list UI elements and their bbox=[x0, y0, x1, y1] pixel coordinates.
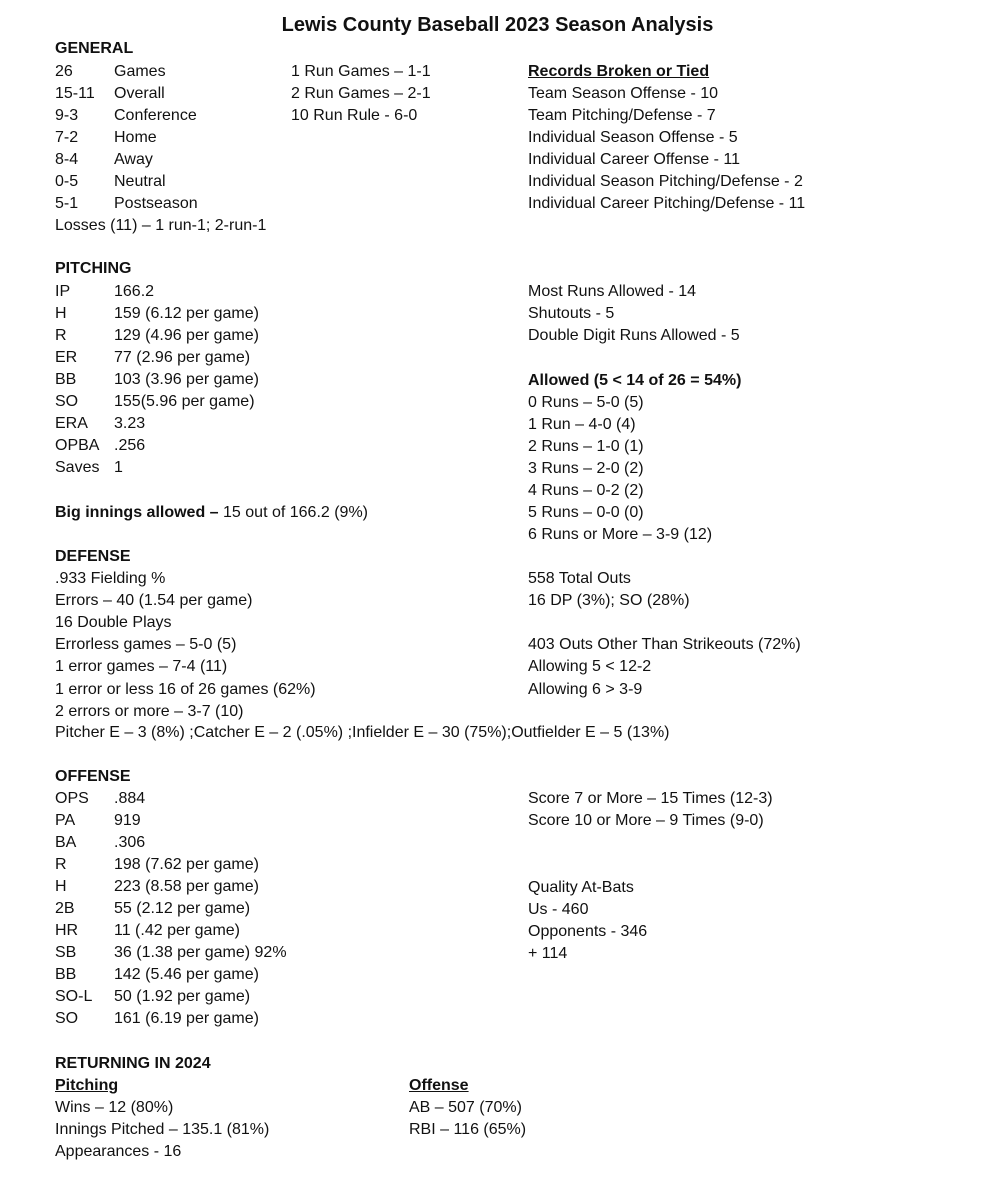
offense-stat-label: SO bbox=[55, 1010, 79, 1027]
close-game-item: 10 Run Rule - 6-0 bbox=[291, 107, 418, 124]
returning-pitching-item: Innings Pitched – 135.1 (81%) bbox=[55, 1121, 270, 1138]
outs-item: 403 Outs Other Than Strikeouts (72%) bbox=[528, 636, 801, 653]
defense-stat: 1 error games – 7-4 (11) bbox=[55, 658, 228, 675]
offense-stat-label: PA bbox=[55, 812, 76, 829]
pitching-stat-label: ER bbox=[55, 349, 78, 366]
pitching-summary-item: Double Digit Runs Allowed - 5 bbox=[528, 327, 740, 344]
general-stat-value: Conference bbox=[114, 107, 197, 124]
defense-stat: 16 Double Plays bbox=[55, 614, 172, 631]
offense-stat-label: HR bbox=[55, 922, 79, 939]
outs-item: 16 DP (3%); SO (28%) bbox=[528, 592, 690, 609]
outs-item: Allowing 6 > 3-9 bbox=[528, 681, 643, 698]
pitching-stat-label: BB bbox=[55, 371, 77, 388]
offense-stat-label: 2B bbox=[55, 900, 75, 917]
general-stat-value: Postseason bbox=[114, 195, 198, 212]
qab-item: Us - 460 bbox=[528, 901, 589, 918]
returning-offense-item: RBI – 116 (65%) bbox=[409, 1121, 527, 1138]
general-stat-label: 5-1 bbox=[55, 195, 79, 212]
returning-pitching-item: Appearances - 16 bbox=[55, 1143, 182, 1160]
record-item: Individual Career Offense - 11 bbox=[528, 151, 740, 168]
pitching-stat-value: 155(5.96 per game) bbox=[114, 393, 255, 410]
qab-item: Quality At-Bats bbox=[528, 879, 634, 896]
pitching-stat-value: 3.23 bbox=[114, 415, 146, 432]
pitching-stat-value: 103 (3.96 per game) bbox=[114, 371, 259, 388]
offense-stat-value: .884 bbox=[114, 790, 146, 807]
runs-allowed-item: 0 Runs – 5-0 (5) bbox=[528, 394, 644, 411]
offense-stat-label: BB bbox=[55, 966, 77, 983]
record-item: Individual Career Pitching/Defense - 11 bbox=[528, 195, 806, 212]
defense-stat: .933 Fielding % bbox=[55, 570, 166, 587]
big-innings-value: 15 out of 166.2 (9%) bbox=[218, 504, 369, 521]
offense-stat-label: SO-L bbox=[55, 988, 93, 1005]
general-stat-label: 0-5 bbox=[55, 173, 79, 190]
record-item: Individual Season Offense - 5 bbox=[528, 129, 738, 146]
offense-stat-value: 161 (6.19 per game) bbox=[114, 1010, 259, 1027]
pitching-stat-value: 77 (2.96 per game) bbox=[114, 349, 251, 366]
general-stat-label: 9-3 bbox=[55, 107, 79, 124]
defense-stat: 1 error or less 16 of 26 games (62%) bbox=[55, 681, 316, 698]
pitching-summary-item: Shutouts - 5 bbox=[528, 305, 615, 322]
general-stat-value: Away bbox=[114, 151, 153, 168]
offense-stat-value: 50 (1.92 per game) bbox=[114, 988, 251, 1005]
defense-stat: Errors – 40 (1.54 per game) bbox=[55, 592, 253, 609]
pitching-stat-label: ERA bbox=[55, 415, 88, 432]
pitching-stat-value: .256 bbox=[114, 437, 146, 454]
returning-pitching-heading: Pitching bbox=[55, 1077, 119, 1094]
offense-stat-label: BA bbox=[55, 834, 77, 851]
pitching-stat-value: 166.2 bbox=[114, 283, 155, 300]
runs-allowed-item: 5 Runs – 0-0 (0) bbox=[528, 504, 644, 521]
pitching-stat-label: IP bbox=[55, 283, 71, 300]
general-stat-label: 7-2 bbox=[55, 129, 79, 146]
records-heading: Records Broken or Tied bbox=[528, 63, 710, 80]
big-innings-label: Big innings allowed – bbox=[55, 504, 219, 521]
runs-allowed-item: 1 Run – 4-0 (4) bbox=[528, 416, 636, 433]
offense-stat-value: 36 (1.38 per game) 92% bbox=[114, 944, 287, 961]
returning-heading: RETURNING IN 2024 bbox=[55, 1055, 211, 1072]
offense-stat-value: 55 (2.12 per game) bbox=[114, 900, 251, 917]
scoring-item: Score 10 or More – 9 Times (9-0) bbox=[528, 812, 764, 829]
defense-heading: DEFENSE bbox=[55, 548, 131, 565]
general-heading: GENERAL bbox=[55, 40, 134, 57]
runs-allowed-item: 2 Runs – 1-0 (1) bbox=[528, 438, 644, 455]
offense-stat-value: 11 (.42 per game) bbox=[114, 922, 240, 939]
pitching-stat-label: R bbox=[55, 327, 67, 344]
offense-stat-value: 142 (5.46 per game) bbox=[114, 966, 259, 983]
page-title: Lewis County Baseball 2023 Season Analysis bbox=[281, 14, 714, 36]
errors-by-position: Pitcher E – 3 (8%) ;Catcher E – 2 (.05%) ;Infielder E – 30 (75%);Outfielder E – 5 (13%) bbox=[55, 724, 670, 741]
offense-stat-value: .306 bbox=[114, 834, 146, 851]
returning-pitching-item: Wins – 12 (80%) bbox=[55, 1099, 174, 1116]
offense-stat-value: 198 (7.62 per game) bbox=[114, 856, 259, 873]
close-game-item: 2 Run Games – 2-1 bbox=[291, 85, 431, 102]
record-item: Team Pitching/Defense - 7 bbox=[528, 107, 716, 124]
outs-item: 558 Total Outs bbox=[528, 570, 631, 587]
pitching-stat-value: 1 bbox=[114, 459, 123, 476]
returning-offense-heading: Offense bbox=[409, 1077, 469, 1094]
pitching-stat-value: 159 (6.12 per game) bbox=[114, 305, 259, 322]
pitching-summary-item: Most Runs Allowed - 14 bbox=[528, 283, 697, 300]
pitching-stat-label: Saves bbox=[55, 459, 100, 476]
close-game-item: 1 Run Games – 1-1 bbox=[291, 63, 431, 80]
general-stat-label: 26 bbox=[55, 63, 73, 80]
offense-stat-label: SB bbox=[55, 944, 77, 961]
record-item: Individual Season Pitching/Defense - 2 bbox=[528, 173, 803, 190]
pitching-stat-label: OPBA bbox=[55, 437, 100, 454]
general-stat-value: Neutral bbox=[114, 173, 166, 190]
pitching-stat-value: 129 (4.96 per game) bbox=[114, 327, 259, 344]
returning-offense-item: AB – 507 (70%) bbox=[409, 1099, 522, 1116]
offense-stat-label: R bbox=[55, 856, 67, 873]
general-stat-label: 8-4 bbox=[55, 151, 79, 168]
general-stat-value: Overall bbox=[114, 85, 165, 102]
offense-stat-value: 223 (8.58 per game) bbox=[114, 878, 259, 895]
general-stat-value: Games bbox=[114, 63, 166, 80]
outs-item: Allowing 5 < 12-2 bbox=[528, 658, 652, 675]
qab-item: + 114 bbox=[528, 945, 568, 962]
qab-item: Opponents - 346 bbox=[528, 923, 648, 940]
offense-stat-label: H bbox=[55, 878, 67, 895]
defense-stat: Errorless games – 5-0 (5) bbox=[55, 636, 237, 653]
offense-stat-value: 919 bbox=[114, 812, 141, 829]
general-stat-value: Home bbox=[114, 129, 157, 146]
pitching-stat-label: SO bbox=[55, 393, 79, 410]
offense-stat-label: OPS bbox=[55, 790, 89, 807]
runs-allowed-item: 6 Runs or More – 3-9 (12) bbox=[528, 526, 713, 543]
defense-stat: 2 errors or more – 3-7 (10) bbox=[55, 703, 244, 720]
pitching-stat-label: H bbox=[55, 305, 67, 322]
allowed-heading: Allowed (5 < 14 of 26 = 54%) bbox=[528, 372, 742, 389]
big-innings-allowed bbox=[55, 503, 368, 523]
offense-heading: OFFENSE bbox=[55, 768, 131, 785]
record-item: Team Season Offense - 10 bbox=[528, 85, 719, 102]
runs-allowed-item: 3 Runs – 2-0 (2) bbox=[528, 460, 644, 477]
pitching-heading: PITCHING bbox=[55, 260, 132, 277]
general-stat-label: 15-11 bbox=[55, 85, 95, 102]
scoring-item: Score 7 or More – 15 Times (12-3) bbox=[528, 790, 773, 807]
runs-allowed-item: 4 Runs – 0-2 (2) bbox=[528, 482, 644, 499]
losses-summary: Losses (11) – 1 run-1; 2-run-1 bbox=[55, 217, 267, 234]
